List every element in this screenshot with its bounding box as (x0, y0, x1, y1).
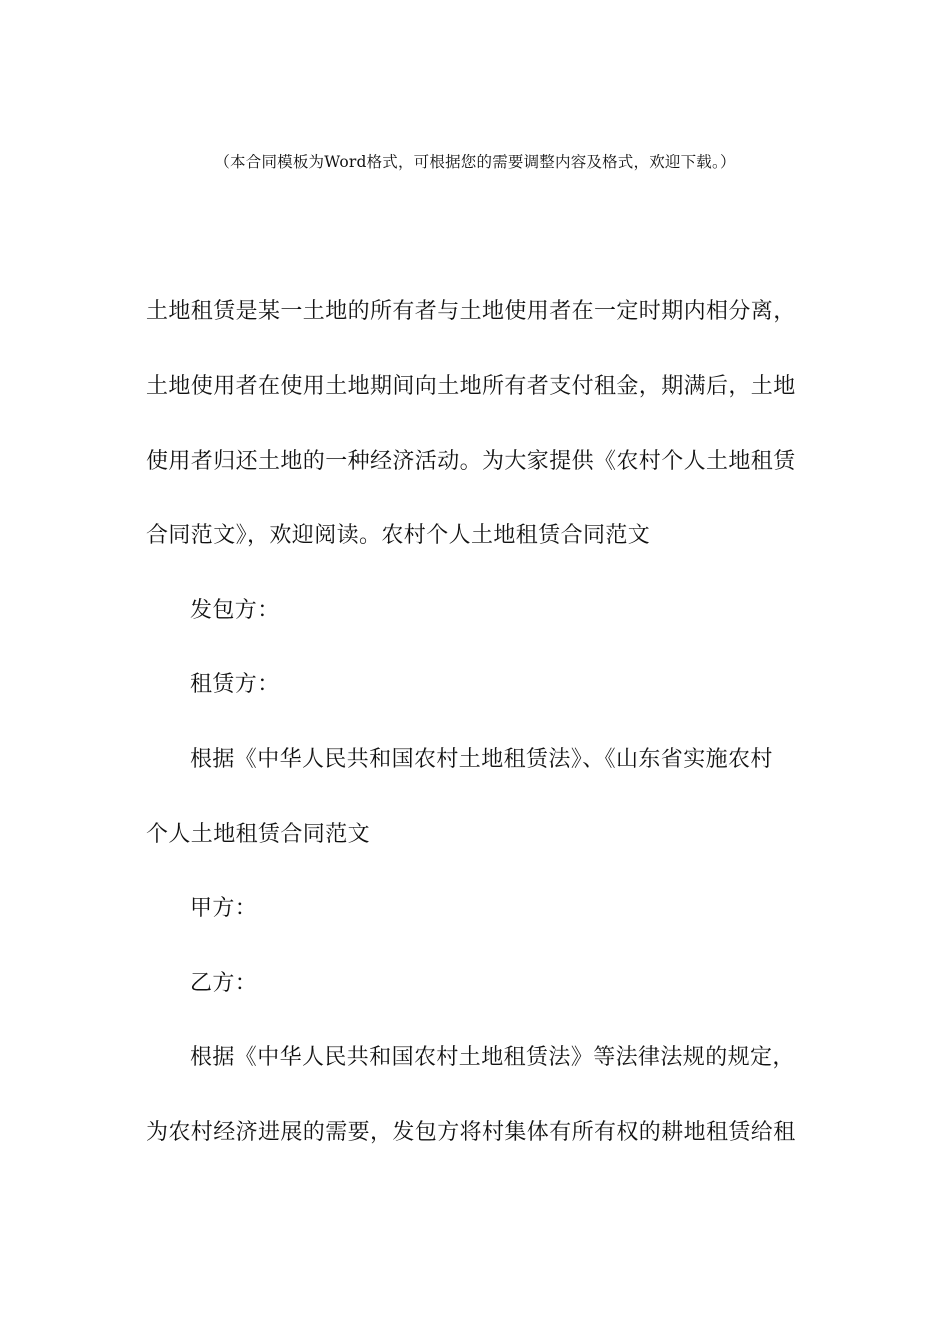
lessee-label: 租赁方： (190, 672, 280, 697)
template-note: （本合同模板为Word格式，可根据您的需要调整内容及格式，欢迎下载。） (214, 153, 736, 171)
party-jia-label: 甲方： (190, 896, 258, 921)
paragraph-line: 土地租赁是某一土地的所有者与土地使用者在一定时期内相分离， (146, 299, 796, 324)
party-a-label: 发包方： (190, 598, 280, 623)
paragraph-line: 个人土地租赁合同范文 (146, 822, 371, 847)
paragraph-line: 为农村经济进展的需要，发包方将村集体有所有权的耕地租赁给租 (146, 1120, 796, 1145)
paragraph-line: 合同范文》，欢迎阅读。农村个人土地租赁合同范文 (146, 523, 651, 548)
paragraph-line: 根据《中华人民共和国农村土地租赁法》等法律法规的规定， (190, 1045, 795, 1070)
paragraph-line: 土地使用者在使用土地期间向土地所有者支付租金，期满后，土地 (146, 374, 796, 399)
paragraph-line: 根据《中华人民共和国农村土地租赁法》、《山东省实施农村 (190, 747, 773, 772)
paragraph-line: 使用者归还土地的一种经济活动。为大家提供《农村个人土地租赁 (146, 449, 796, 474)
party-yi-label: 乙方： (190, 971, 258, 996)
